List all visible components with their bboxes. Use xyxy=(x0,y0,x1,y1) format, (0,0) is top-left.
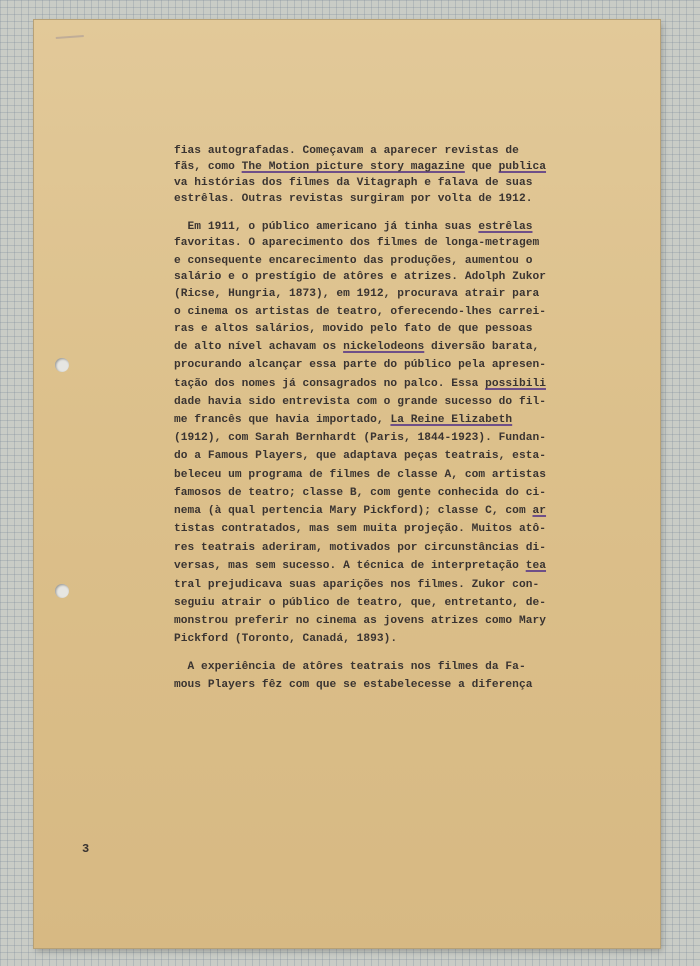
text-line xyxy=(174,504,546,518)
text-segment: va histórias dos filmes da Vitagraph e falava de suas xyxy=(174,177,533,189)
text-segment: salário e o prestígio de atôres e atrizes. Adolph Zukor xyxy=(174,271,546,283)
text-segment: procurando alcançar essa parte do público pela apresen- xyxy=(174,359,546,371)
text-segment: que xyxy=(464,161,499,173)
text-line xyxy=(174,340,539,354)
punch-hole xyxy=(55,584,69,598)
text-segment: estrêlas. Outras revistas surgiram por volta de 1912. xyxy=(174,193,533,205)
text-line xyxy=(174,468,546,482)
text-line xyxy=(174,660,526,674)
text-line xyxy=(174,322,532,336)
text-segment: do a Famous Players, que adaptava peças teatrais, esta- xyxy=(174,450,546,462)
text-segment: tistas contratados, mas sem muita projeção. Muitos atô- xyxy=(174,523,546,535)
text-line xyxy=(174,176,532,190)
text-segment: monstrou preferir no cinema as jovens atrizes como Mary xyxy=(174,615,546,627)
text-segment: seguiu atrair o público de teatro, que, entretanto, de- xyxy=(174,597,546,609)
text-segment: Em 1911, o público americano já tinha suas xyxy=(174,221,479,233)
text-line xyxy=(174,559,546,573)
text-segment: fias autografadas. Começavam a aparecer revistas de xyxy=(174,145,519,157)
text-segment: favoritas. O aparecimento dos filmes de longa-metragem xyxy=(174,237,540,249)
punch-hole xyxy=(55,358,69,372)
underlined-text: tea xyxy=(525,560,547,572)
text-line xyxy=(174,413,512,427)
text-segment: Pickford (Toronto, Canadá, 1893). xyxy=(174,633,398,645)
text-line xyxy=(174,377,546,391)
text-segment: diversão barata, xyxy=(424,341,540,353)
text-segment: tação dos nomes já consagrados no palco. Essa xyxy=(174,378,486,390)
text-line xyxy=(174,541,546,555)
text-segment: mous Players fêz com que se estabelecesse a diferença xyxy=(174,679,533,691)
text-line xyxy=(174,522,546,536)
text-line xyxy=(174,632,397,646)
text-segment: tral prejudicava suas aparições nos filmes. Zukor con- xyxy=(174,579,540,591)
text-line xyxy=(174,431,546,445)
text-segment: beleceu um programa de filmes de classe A, com artistas xyxy=(174,469,546,481)
text-segment: nema (à qual pertencia Mary Pickford); classe C, com xyxy=(174,505,533,517)
underlined-text: possibili xyxy=(485,378,546,390)
text-line xyxy=(174,220,532,234)
text-line xyxy=(174,236,539,250)
page-number: 3 xyxy=(82,842,90,856)
text-segment: me francês que havia importado, xyxy=(174,414,391,426)
text-segment: (1912), com Sarah Bernhardt (Paris, 1844-1923). Fundan- xyxy=(174,432,546,444)
text-segment: (Ricse, Hungria, 1873), em 1912, procurava atrair para xyxy=(174,288,540,300)
underlined-text: ar xyxy=(532,505,547,517)
text-segment: fãs, como xyxy=(174,161,242,173)
pen-mark xyxy=(56,35,84,45)
text-segment: versas, mas sem sucesso. A técnica de interpretação xyxy=(174,560,526,572)
underlined-text: nickelodeons xyxy=(343,341,425,353)
text-segment: res teatrais aderiram, motivados por circunstâncias di- xyxy=(174,542,546,554)
text-segment: e consequente encarecimento das produções, aumentou o xyxy=(174,255,533,267)
underlined-text: publica xyxy=(498,161,547,173)
text-line xyxy=(174,144,519,158)
text-segment: A experiência de atôres teatrais nos filmes da Fa- xyxy=(174,661,526,673)
text-line xyxy=(174,270,546,284)
text-line xyxy=(174,449,546,463)
underlined-text: La Reine Elizabeth xyxy=(390,414,513,426)
text-line xyxy=(174,254,532,268)
text-line xyxy=(174,578,539,592)
text-segment: dade havia sido entrevista com o grande sucesso do fil- xyxy=(174,396,546,408)
text-line xyxy=(174,160,546,174)
underlined-text: estrêlas xyxy=(478,221,533,233)
text-line xyxy=(174,358,546,372)
text-segment: de alto nível achavam os xyxy=(174,341,344,353)
underlined-text: The Motion picture story magazine xyxy=(241,161,465,173)
text-segment: o cinema os artistas de teatro, oferecendo-lhes carrei- xyxy=(174,306,546,318)
text-line xyxy=(174,614,546,628)
text-line xyxy=(174,287,539,301)
text-segment: famosos de teatro; classe B, com gente conhecida do ci- xyxy=(174,487,546,499)
text-segment: ras e altos salários, movido pelo fato de que pessoas xyxy=(174,323,533,335)
text-line xyxy=(174,395,546,409)
text-line xyxy=(174,305,546,319)
text-line xyxy=(174,596,546,610)
text-line xyxy=(174,486,546,500)
text-line xyxy=(174,192,532,206)
text-line xyxy=(174,678,532,692)
